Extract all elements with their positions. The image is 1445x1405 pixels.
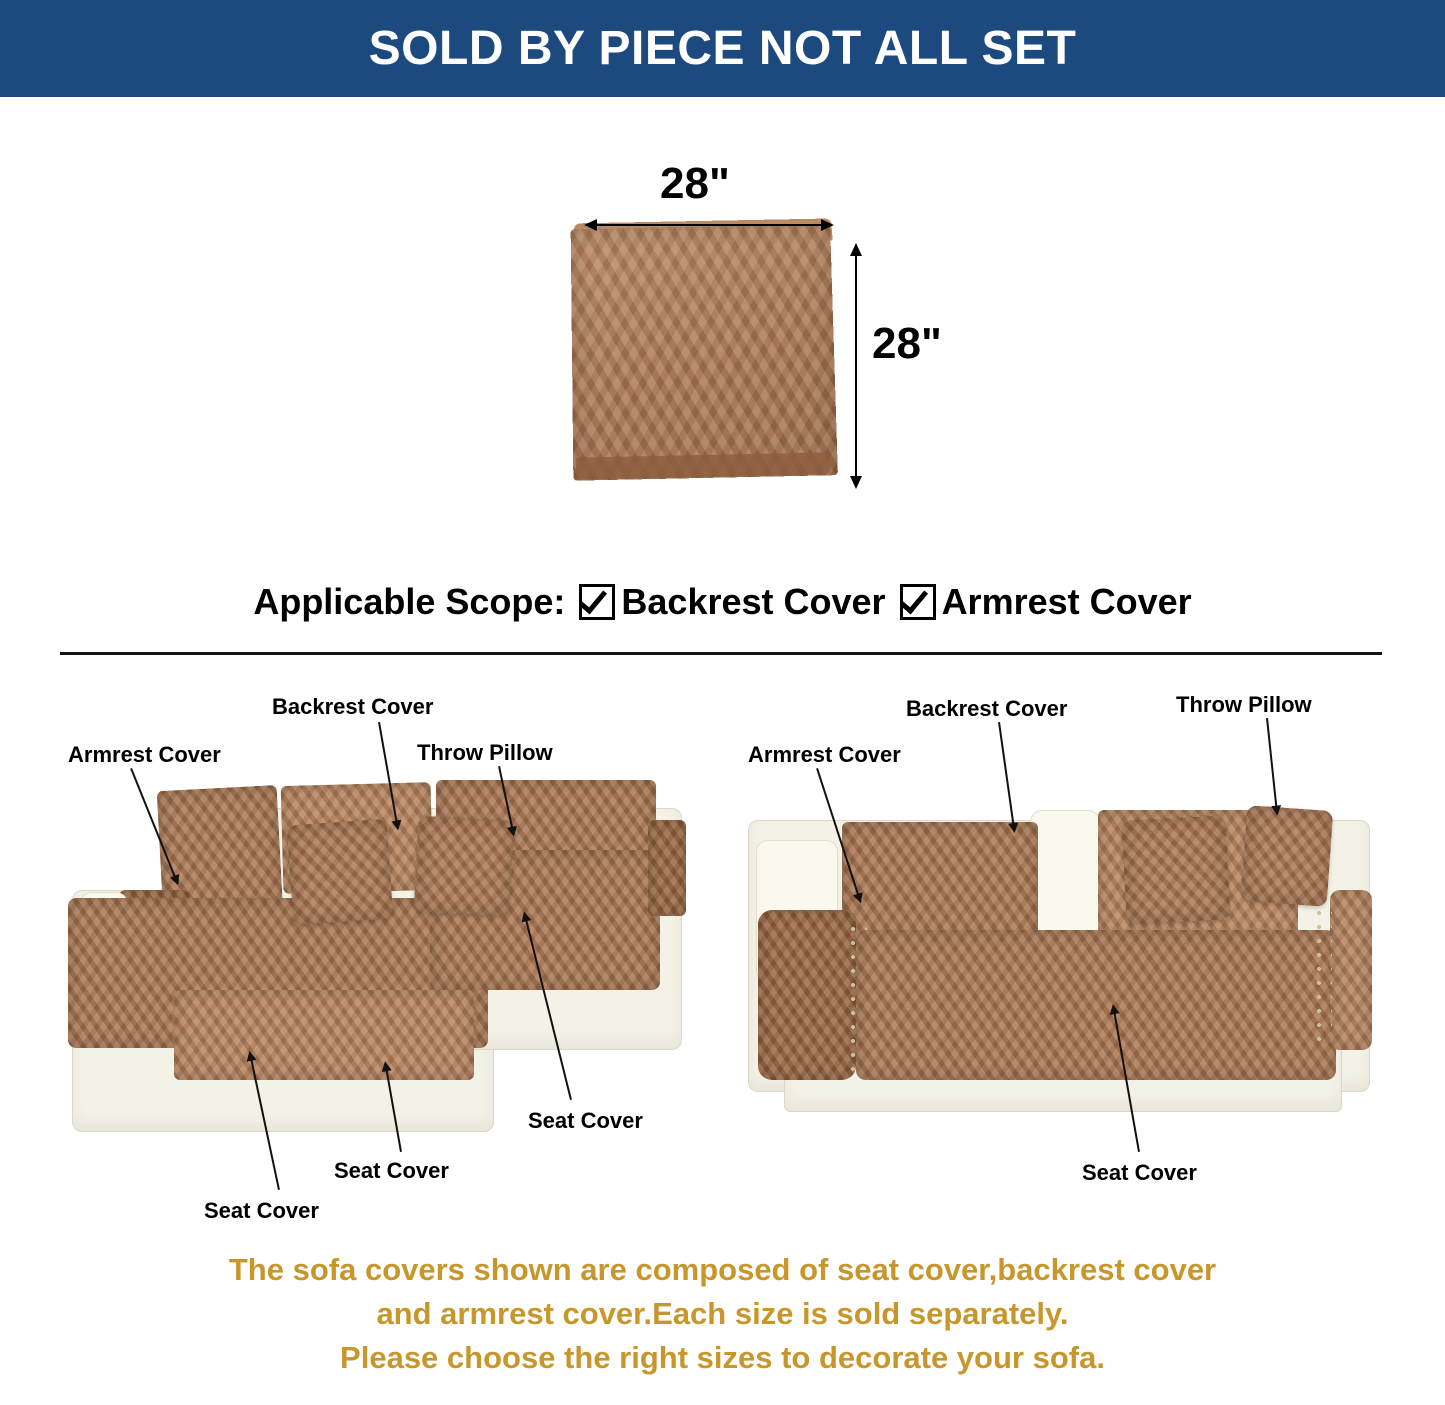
callout-seat-cover-front: Seat Cover: [204, 1198, 319, 1223]
note-line-1: The sofa covers shown are composed of seat cover,backrest cover: [228, 1252, 1217, 1287]
leader-line-throw-pillow-right: [1266, 718, 1278, 814]
throw-pillow-right-2: [1241, 805, 1333, 907]
checkmark-icon: [900, 584, 936, 620]
checkmark-icon: [579, 584, 615, 620]
header-banner: [0, 0, 1445, 97]
callout-seat-cover-right: Seat Cover: [1082, 1160, 1197, 1185]
bottom-note: [0, 1248, 1445, 1380]
throw-pillow-right-1: [1121, 815, 1230, 924]
seat-cover-chaise-front: [174, 990, 474, 1080]
callout-throw-pillow-right: Throw Pillow: [1176, 692, 1312, 717]
callout-throw-pillow: Throw Pillow: [417, 740, 553, 765]
callout-seat-cover-chaise: Seat Cover: [334, 1158, 449, 1183]
height-dimension-label: 28": [872, 319, 942, 368]
callout-armrest-cover-right: Armrest Cover: [748, 742, 901, 767]
note-line-3: Please choose the right sizes to decorate your sofa.: [340, 1340, 1105, 1376]
armrest-cover-right: [648, 820, 686, 916]
throw-pillow-2: [414, 816, 515, 917]
scope-item-armrest-cover: [900, 581, 1192, 623]
note-line-2: and armrest cover.Each size is sold separately.: [376, 1296, 1069, 1332]
callout-backrest-cover: Backrest Cover: [272, 694, 434, 719]
callout-armrest-cover: Armrest Cover: [68, 742, 221, 767]
dimension-diagram: [0, 97, 1445, 547]
seat-cover-right-sofa: [856, 930, 1336, 1080]
banner-title: SOLD BY PIECE NOT ALL SET: [368, 22, 1077, 75]
applicable-scope-title: Applicable Scope:: [253, 581, 566, 622]
scope-label-armrest-cover: Armrest Cover: [941, 581, 1192, 622]
section-divider: [60, 652, 1382, 655]
quilted-sofa-cover-swatch: [571, 224, 838, 481]
scope-item-backrest-cover: [579, 581, 885, 623]
sofa-illustrations: [0, 660, 1445, 1240]
callout-backrest-cover-right: Backrest Cover: [906, 696, 1068, 721]
applicable-scope-row: [0, 572, 1445, 632]
scope-label-backrest-cover: Backrest Cover: [621, 581, 886, 622]
height-dimension-arrow: [855, 255, 857, 477]
throw-pillow-1: [287, 819, 394, 926]
width-dimension-label: 28": [660, 159, 730, 208]
armrest-cover-right-side: [1330, 890, 1372, 1050]
stud-trim-right: [1312, 892, 1332, 1042]
armrest-cover-right-sofa: [758, 910, 856, 1080]
leader-line-backrest-right: [998, 722, 1015, 831]
callout-seat-cover-main: Seat Cover: [528, 1108, 643, 1133]
width-dimension-arrow: [596, 224, 822, 226]
